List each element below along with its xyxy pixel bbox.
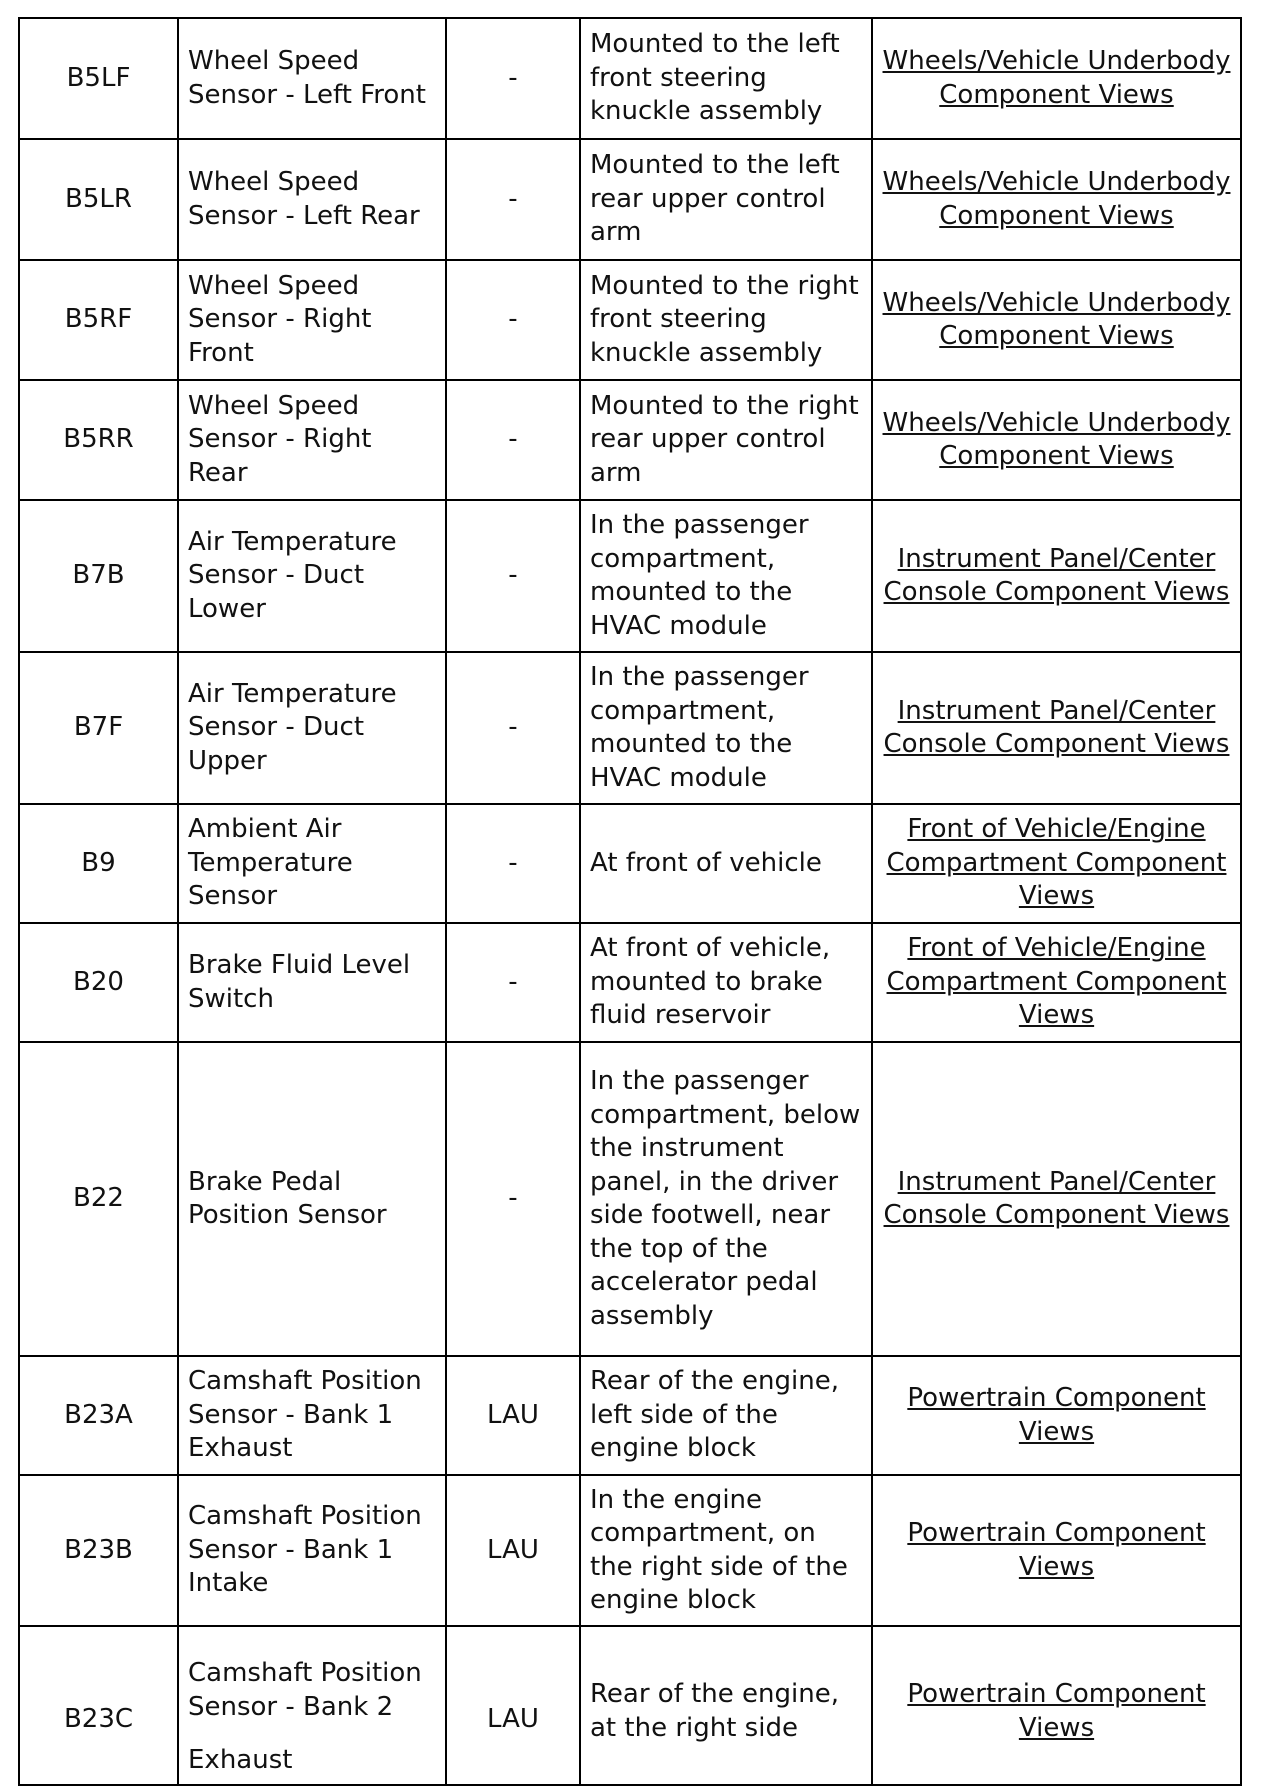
- option-code: -: [446, 804, 580, 923]
- option-code: -: [446, 923, 580, 1042]
- reference-link[interactable]: Wheels/Vehicle Underbody Component Views: [882, 167, 1231, 231]
- table-row: [19, 18, 1241, 139]
- component-code: B23B: [19, 1475, 178, 1626]
- option-code: -: [446, 18, 580, 139]
- reference-link[interactable]: Wheels/Vehicle Underbody Component Views: [882, 46, 1231, 110]
- table-row: [19, 1475, 1241, 1626]
- option-code: -: [446, 1042, 580, 1356]
- table-row: [19, 804, 1241, 923]
- table-row: [19, 500, 1241, 652]
- reference-link[interactable]: Wheels/Vehicle Underbody Component Views: [882, 407, 1231, 471]
- component-code: B5RF: [19, 260, 178, 380]
- reference-link[interactable]: Instrument Panel/Center Console Component Views: [883, 543, 1230, 607]
- reference-cell: [872, 1475, 1241, 1626]
- component-name: Brake Fluid Level Switch: [178, 923, 446, 1042]
- component-name: Wheel Speed Sensor - Left Front: [178, 18, 446, 139]
- reference-cell: [872, 500, 1241, 652]
- table-row: [19, 1626, 1241, 1785]
- component-location: At front of vehicle, mounted to brake fluid reservoir: [580, 923, 872, 1042]
- component-location: In the passenger compartment, mounted to the HVAC module: [580, 500, 872, 652]
- component-name: Brake Pedal Position Sensor: [178, 1042, 446, 1356]
- table-row: [19, 260, 1241, 380]
- reference-cell: [872, 18, 1241, 139]
- table-row: [19, 1356, 1241, 1475]
- reference-link[interactable]: Powertrain Component Views: [907, 1383, 1206, 1447]
- component-code: B9: [19, 804, 178, 923]
- component-name: Wheel Speed Sensor - Right Front: [178, 260, 446, 380]
- option-code: -: [446, 652, 580, 804]
- reference-cell: [872, 139, 1241, 260]
- component-code: B23C: [19, 1626, 178, 1785]
- reference-link[interactable]: Powertrain Component Views: [907, 1679, 1206, 1743]
- component-location: Mounted to the left rear upper control arm: [580, 139, 872, 260]
- reference-link[interactable]: Front of Vehicle/Engine Compartment Component Views: [886, 933, 1227, 1031]
- reference-link[interactable]: Instrument Panel/Center Console Component Views: [883, 695, 1230, 759]
- option-code: -: [446, 260, 580, 380]
- component-location: Rear of the engine, left side of the engine block: [580, 1356, 872, 1475]
- component-name: Air Temperature Sensor - Duct Upper: [178, 652, 446, 804]
- component-name: Air Temperature Sensor - Duct Lower: [178, 500, 446, 652]
- component-location: In the passenger compartment, below the instrument panel, in the driver side footwell, near the top of the accelerator pedal assembly: [580, 1042, 872, 1356]
- component-code: B20: [19, 923, 178, 1042]
- component-code: B7B: [19, 500, 178, 652]
- component-code: B23A: [19, 1356, 178, 1475]
- component-location: Rear of the engine, at the right side: [580, 1626, 872, 1785]
- reference-link[interactable]: Front of Vehicle/Engine Compartment Component Views: [886, 814, 1227, 912]
- component-name: Ambient Air Temperature Sensor: [178, 804, 446, 923]
- component-code: B22: [19, 1042, 178, 1356]
- reference-link[interactable]: Wheels/Vehicle Underbody Component Views: [882, 287, 1231, 351]
- reference-link[interactable]: Instrument Panel/Center Console Component Views: [883, 1166, 1230, 1230]
- component-location: Mounted to the right rear upper control arm: [580, 380, 872, 500]
- component-name: Camshaft Position Sensor - Bank 1 Exhaust: [178, 1356, 446, 1475]
- component-name: Camshaft Position Sensor - Bank 1 Intake: [178, 1475, 446, 1626]
- component-location: At front of vehicle: [580, 804, 872, 923]
- option-code: -: [446, 380, 580, 500]
- component-name: [178, 1626, 446, 1785]
- table-row: [19, 139, 1241, 260]
- reference-cell: [872, 260, 1241, 380]
- component-code: B5LR: [19, 139, 178, 260]
- component-name: Wheel Speed Sensor - Right Rear: [178, 380, 446, 500]
- component-code: B5LF: [19, 18, 178, 139]
- reference-cell: [872, 380, 1241, 500]
- reference-cell: [872, 1356, 1241, 1475]
- table-row: [19, 652, 1241, 804]
- reference-cell: [872, 652, 1241, 804]
- option-code: LAU: [446, 1475, 580, 1626]
- table-row: [19, 923, 1241, 1042]
- component-location: In the engine compartment, on the right side of the engine block: [580, 1475, 872, 1626]
- component-code: B7F: [19, 652, 178, 804]
- component-location: Mounted to the right front steering knuckle assembly: [580, 260, 872, 380]
- component-locator-table: [18, 17, 1242, 1786]
- option-code: -: [446, 139, 580, 260]
- option-code: LAU: [446, 1626, 580, 1785]
- component-name-main: Camshaft Position Sensor - Bank 2: [188, 1658, 422, 1722]
- reference-cell: [872, 1042, 1241, 1356]
- component-name-extra: Exhaust: [188, 1745, 293, 1776]
- reference-cell: [872, 804, 1241, 923]
- reference-cell: [872, 1626, 1241, 1785]
- reference-link[interactable]: Powertrain Component Views: [907, 1518, 1206, 1582]
- reference-cell: [872, 923, 1241, 1042]
- component-location: In the passenger compartment, mounted to the HVAC module: [580, 652, 872, 804]
- table-row: [19, 380, 1241, 500]
- component-location: Mounted to the left front steering knuckle assembly: [580, 18, 872, 139]
- component-name: Wheel Speed Sensor - Left Rear: [178, 139, 446, 260]
- option-code: -: [446, 500, 580, 652]
- option-code: LAU: [446, 1356, 580, 1475]
- table-row: [19, 1042, 1241, 1356]
- component-code: B5RR: [19, 380, 178, 500]
